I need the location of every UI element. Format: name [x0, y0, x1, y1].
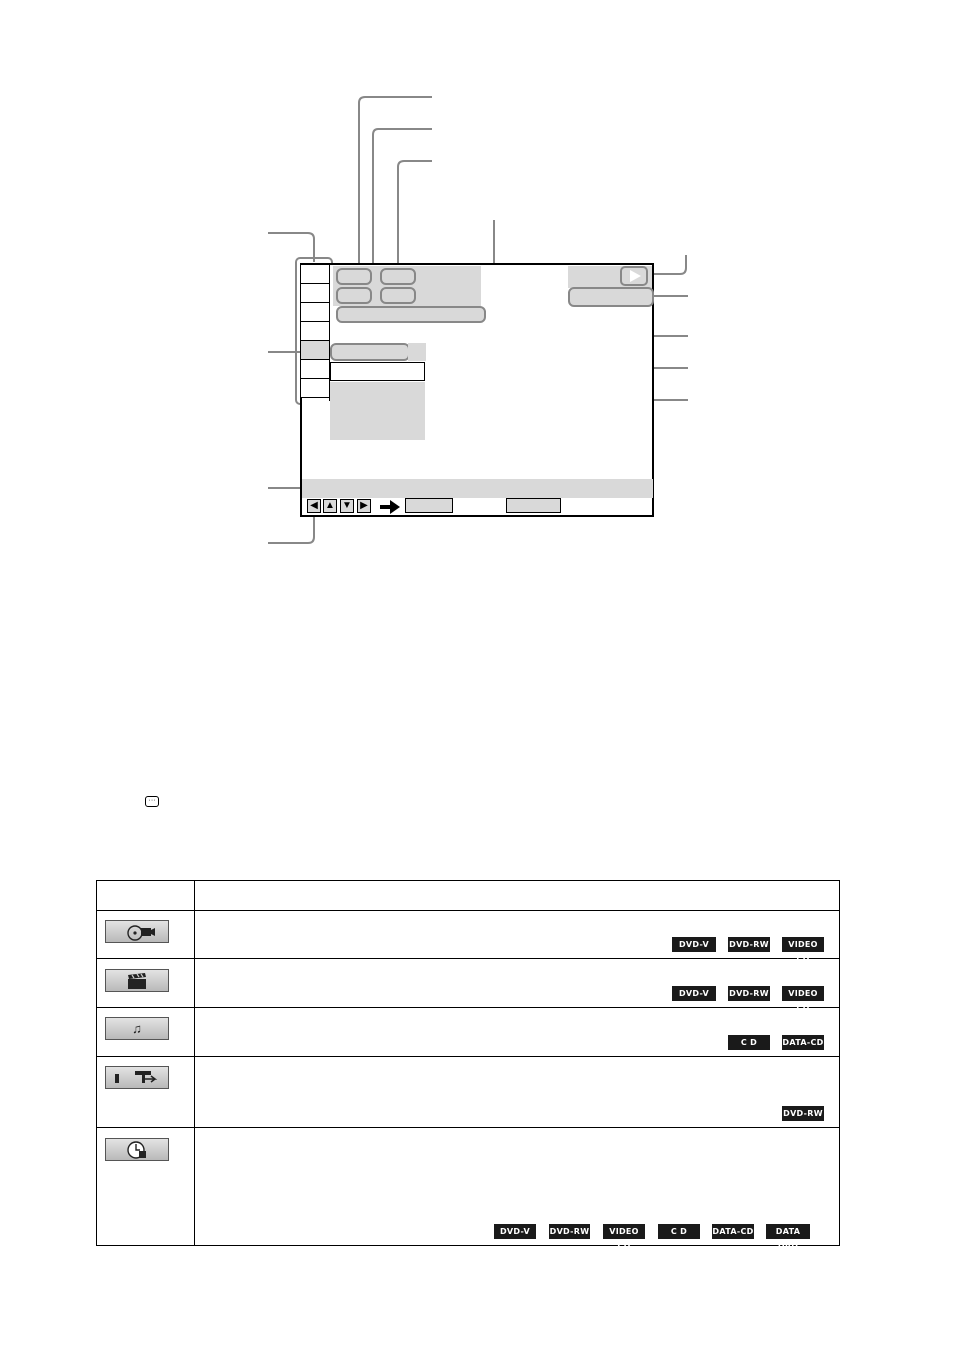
menu-icon-slot[interactable] — [301, 303, 329, 322]
badge-video-cd: VIDEO CD — [782, 937, 824, 952]
left-arrow-icon[interactable]: ◀ — [307, 499, 321, 513]
menu-icon-slot[interactable] — [301, 265, 329, 284]
disc-video-icon — [105, 920, 169, 943]
control-menu-table — [96, 880, 840, 1246]
right-arrow-icon[interactable]: ▶ — [357, 499, 371, 513]
menu-icon-slot[interactable] — [301, 322, 329, 341]
playing-time-field — [336, 306, 486, 323]
chapter-marker-icon — [105, 1066, 169, 1089]
function-name-bar — [302, 479, 653, 498]
table-header-divider — [96, 910, 840, 911]
remote-control-icon: ··· — [145, 796, 159, 807]
total-titles-field — [336, 287, 372, 304]
play-icon — [620, 266, 648, 286]
badge-cd: C D — [728, 1035, 770, 1050]
badge-data-cd: DATA-CD — [712, 1224, 754, 1239]
menu-icon-slot[interactable] — [301, 360, 329, 379]
badge-data-cd: DATA-CD — [782, 1035, 824, 1050]
title-number-field — [336, 268, 372, 285]
badge-cd: C D — [658, 1224, 700, 1239]
chapter-number-field — [380, 268, 416, 285]
badge-video-cd: VIDEO CD — [782, 986, 824, 1001]
enter-button[interactable] — [405, 498, 453, 513]
control-menu-diagram — [0, 0, 954, 560]
up-arrow-icon[interactable]: ▲ — [323, 499, 337, 513]
down-arrow-icon[interactable]: ▼ — [340, 499, 354, 513]
menu-icon-slot[interactable] — [301, 284, 329, 303]
display-button[interactable] — [506, 498, 561, 513]
badge-data-dvd: DATA DVD — [766, 1224, 810, 1239]
table-row-divider — [96, 1127, 840, 1128]
badge-dvd-v: DVD-V — [672, 937, 716, 952]
enter-arrow-icon — [378, 498, 402, 516]
options-list[interactable] — [330, 382, 425, 440]
music-note-icon: ♫ — [105, 1017, 169, 1040]
menu-icon-slot-selected[interactable] — [301, 341, 329, 360]
selected-item-name — [330, 343, 410, 361]
badge-dvd-rw: DVD-RW — [728, 937, 770, 952]
table-row-divider — [96, 1056, 840, 1057]
table-column-divider — [194, 880, 195, 1246]
table-row-divider — [96, 958, 840, 959]
badge-dvd-rw: DVD-RW — [549, 1224, 590, 1239]
badge-dvd-v: DVD-V — [672, 986, 716, 1001]
badge-video-cd: VIDEO CD — [603, 1224, 645, 1239]
item-header-fill — [408, 343, 426, 361]
clock-icon — [105, 1138, 169, 1161]
badge-dvd-rw: DVD-RW — [782, 1106, 824, 1121]
table-row-divider — [96, 1007, 840, 1008]
current-setting-field[interactable] — [330, 362, 425, 381]
clapperboard-icon — [105, 969, 169, 992]
badge-dvd-v: DVD-V — [494, 1224, 536, 1239]
total-chapters-field — [380, 287, 416, 304]
disc-type-field — [568, 287, 654, 307]
menu-icon-slot[interactable] — [301, 379, 329, 398]
badge-dvd-rw: DVD-RW — [728, 986, 770, 1001]
